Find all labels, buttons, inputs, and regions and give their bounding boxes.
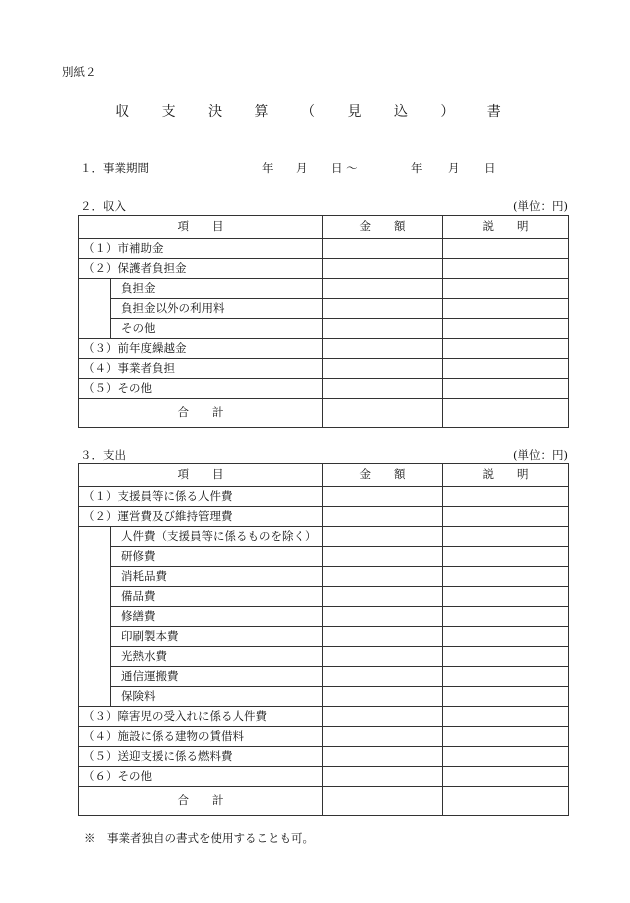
indent-cell [79,279,111,299]
total-amount-cell[interactable] [323,787,443,816]
row-label: （２）運営費及び維持管理費 [79,507,323,527]
description-cell[interactable] [443,379,569,399]
table-row [79,687,569,707]
total-amount-cell[interactable] [323,399,443,428]
indent-cell [79,667,111,687]
indent-cell [79,627,111,647]
description-cell[interactable] [443,627,569,647]
table-row [79,547,569,567]
row-label: 備品費 [111,587,323,607]
amount-cell[interactable] [323,707,443,727]
row-label: 研修費 [111,547,323,567]
amount-cell[interactable] [323,487,443,507]
description-cell[interactable] [443,667,569,687]
table-row [79,339,569,359]
period-end-year: 年 [411,161,423,175]
description-cell[interactable] [443,259,569,279]
table-row [79,607,569,627]
expense-header-row [79,464,569,487]
amount-cell[interactable] [323,359,443,379]
period-end-month: 月 [448,161,460,175]
amount-cell[interactable] [323,507,443,527]
amount-cell[interactable] [323,667,443,687]
table-row [79,567,569,587]
description-cell[interactable] [443,707,569,727]
description-cell[interactable] [443,767,569,787]
description-cell[interactable] [443,687,569,707]
description-cell[interactable] [443,339,569,359]
table-row [79,527,569,547]
row-label: 保険料 [111,687,323,707]
amount-cell[interactable] [323,687,443,707]
period-end-day: 日 [484,161,496,175]
period-start-month: 月 [296,161,308,175]
header-description: 説 明 [443,216,569,239]
table-row [79,727,569,747]
description-cell[interactable] [443,647,569,667]
table-row [79,259,569,279]
income-header-row [79,216,569,239]
expense-table [78,463,569,816]
table-row [79,299,569,319]
description-cell[interactable] [443,279,569,299]
description-cell[interactable] [443,487,569,507]
table-row [79,647,569,667]
indent-cell [79,647,111,667]
row-label: （１）支援員等に係る人件費 [79,487,323,507]
total-description-cell[interactable] [443,399,569,428]
description-cell[interactable] [443,507,569,527]
row-label: （２）保護者負担金 [79,259,323,279]
expense-heading: ３．支出 [80,448,126,462]
description-cell[interactable] [443,359,569,379]
indent-cell [79,299,111,319]
expense-unit: (単位：円) [513,448,568,462]
total-row [79,787,569,816]
description-cell[interactable] [443,239,569,259]
description-cell[interactable] [443,727,569,747]
header-item: 項 目 [79,464,323,487]
row-label: 消耗品費 [111,567,323,587]
table-row [79,239,569,259]
period-label: １．事業期間 [80,161,149,175]
row-label: 負担金 [111,279,323,299]
row-label: 修繕費 [111,607,323,627]
description-cell[interactable] [443,299,569,319]
row-label: （４）事業者負担 [79,359,323,379]
row-label: （１）市補助金 [79,239,323,259]
total-description-cell[interactable] [443,787,569,816]
income-table [78,215,569,428]
amount-cell[interactable] [323,279,443,299]
description-cell[interactable] [443,587,569,607]
amount-cell[interactable] [323,607,443,627]
indent-cell [79,567,111,587]
document-title: 収 支 決 算 （ 見 込 ） 書 [115,104,515,120]
indent-cell [79,607,111,627]
description-cell[interactable] [443,567,569,587]
total-row [79,399,569,428]
footnote: ※ 事業者独自の書式を使用することも可。 [84,831,314,845]
row-label: （３）障害児の受入れに係る人件費 [79,707,323,727]
description-cell[interactable] [443,527,569,547]
description-cell[interactable] [443,607,569,627]
table-row [79,379,569,399]
header-amount: 金 額 [323,464,443,487]
row-label: 印刷製本費 [111,627,323,647]
row-label: 通信運搬費 [111,667,323,687]
indent-cell [79,547,111,567]
row-label: その他 [111,319,323,339]
amount-cell[interactable] [323,747,443,767]
table-row [79,587,569,607]
indent-cell [79,527,111,547]
amount-cell[interactable] [323,627,443,647]
row-label: 人件費（支援員等に係るものを除く） [111,527,323,547]
total-label: 合 計 [79,399,323,428]
header-description: 説 明 [443,464,569,487]
amount-cell[interactable] [323,587,443,607]
table-row [79,627,569,647]
amount-cell[interactable] [323,299,443,319]
table-row [79,319,569,339]
table-row [79,507,569,527]
amount-cell[interactable] [323,259,443,279]
amount-cell[interactable] [323,319,443,339]
row-label: 負担金以外の利用料 [111,299,323,319]
amount-cell[interactable] [323,547,443,567]
table-row [79,707,569,727]
total-label: 合 計 [79,787,323,816]
row-label: （３）前年度繰越金 [79,339,323,359]
amount-cell[interactable] [323,767,443,787]
period-start-year: 年 [262,161,274,175]
table-row [79,279,569,299]
row-label: （５）その他 [79,379,323,399]
row-label: 光熱水費 [111,647,323,667]
table-row [79,767,569,787]
amount-cell[interactable] [323,567,443,587]
row-label: （５）送迎支援に係る燃料費 [79,747,323,767]
amount-cell[interactable] [323,647,443,667]
amount-cell[interactable] [323,727,443,747]
amount-cell[interactable] [323,339,443,359]
amount-cell[interactable] [323,527,443,547]
amount-cell[interactable] [323,379,443,399]
table-row [79,747,569,767]
table-row [79,487,569,507]
header-amount: 金 額 [323,216,443,239]
description-cell[interactable] [443,319,569,339]
amount-cell[interactable] [323,239,443,259]
document-label: 別紙２ [62,65,97,79]
income-unit: (単位：円) [513,199,568,213]
row-label: （４）施設に係る建物の賃借料 [79,727,323,747]
table-row [79,667,569,687]
indent-cell [79,587,111,607]
period-start-day: 日 〜 [331,161,358,175]
income-heading: ２．収入 [80,199,126,213]
table-row [79,359,569,379]
indent-cell [79,319,111,339]
description-cell[interactable] [443,747,569,767]
description-cell[interactable] [443,547,569,567]
row-label: （６）その他 [79,767,323,787]
header-item: 項 目 [79,216,323,239]
indent-cell [79,687,111,707]
